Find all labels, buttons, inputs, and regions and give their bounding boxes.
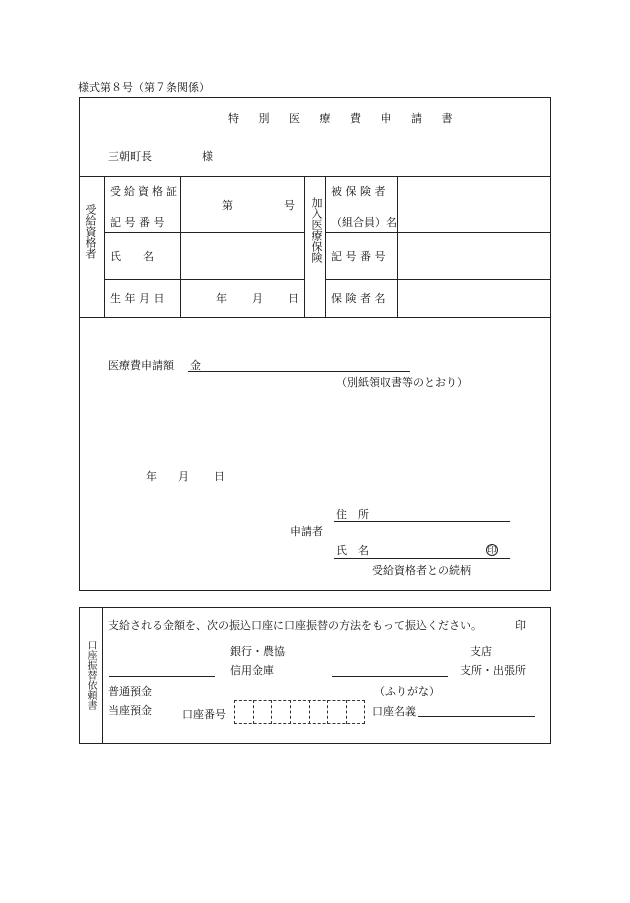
grid-vline-4 [325,176,326,317]
applicant-address-label: 住 所 [336,508,369,521]
grid-vline-1 [104,176,105,317]
cert-label-line2: 記 号 番 号 [110,216,165,229]
transfer-seal-mark: 印 [515,619,526,632]
application-form [79,97,551,591]
name-label: 氏 名 [110,250,154,263]
cert-label-line1: 受給資格証 [110,185,180,198]
account-number-digit-divider [327,700,328,724]
account-number-digit-divider [290,700,291,724]
recipient-section-label: 受給資格者 [84,204,97,259]
applicant-name-input-line[interactable] [334,558,510,559]
dob-month: 月 [252,292,263,305]
amount-prefix: 金 [190,359,201,372]
applicant-name-label: 氏 名 [336,544,369,557]
dob-year: 年 [216,292,227,305]
addressee-suffix: 様 [202,150,213,163]
grid-left-row-line-1 [104,232,304,233]
grid-vline-5 [397,176,398,317]
account-number-label: 口座番号 [182,708,226,721]
account-type-2: 当座預金 [108,704,152,717]
branch-type-2: 支所・出張所 [460,664,526,677]
relation-label: 受給資格者との続柄 [372,564,471,577]
date-day: 日 [214,470,225,483]
account-number-digit-divider [271,700,272,724]
insured-label-line2: （組合員）名 [331,216,397,229]
account-name-label: 口座名義 [372,705,416,718]
bank-type-1: 銀行・農協 [230,645,285,658]
bank-type-2: 信用金庫 [230,664,274,677]
transfer-section-label: 口座振替依頼書 [85,640,96,710]
insured-label-line1: 被 保 険 者 [331,185,386,198]
form-number: 様式第８号（第７条関係） [78,81,210,94]
account-type-1: 普通預金 [108,685,152,698]
amount-note: （別紙領収書等のとおり） [336,376,468,389]
grid-right-row-line-1 [325,232,551,233]
date-year: 年 [146,470,157,483]
bank-name-input-line[interactable] [109,676,215,677]
seal-mark: 印 [487,546,497,556]
applicant-label: 申請者 [290,525,323,538]
applicant-address-input-line[interactable] [334,521,510,522]
account-number-digit-divider [346,700,347,724]
cert-number-prefix: 第 [222,199,233,212]
amount-input-line[interactable] [188,371,410,372]
date-month: 月 [178,470,189,483]
branch-type-1: 支店 [470,645,492,658]
transfer-divider [102,607,103,744]
insurance-section-label: 加入医療保険 [309,197,323,263]
form-title: 特 別 医 療 費 申 請 書 [228,112,461,125]
account-number-digit-divider [253,700,254,724]
insurer-label: 保 険 者 名 [331,292,386,305]
insurance-number-label: 記 号 番 号 [331,250,386,263]
branch-name-input-line[interactable] [332,676,448,677]
addressee: 三朝町長 [108,150,152,163]
furigana-label: （ふりがな） [374,685,440,698]
dob-label: 生 年 月 日 [110,292,165,305]
account-name-input-line[interactable] [418,716,535,717]
grid-left-row-line-2 [104,279,304,280]
grid-vline-3 [304,176,305,317]
grid-vline-2 [180,176,181,317]
dob-day: 日 [288,292,299,305]
amount-label: 医療費申請額 [108,359,174,372]
cert-number-suffix: 号 [284,199,295,212]
grid-top-line [79,176,551,177]
transfer-instruction: 支給される金額を、次の振込口座に口座振替の方法をもって振込ください。 [108,619,482,632]
grid-bottom-line [79,317,551,318]
account-number-digit-divider [309,700,310,724]
grid-right-row-line-2 [325,279,551,280]
